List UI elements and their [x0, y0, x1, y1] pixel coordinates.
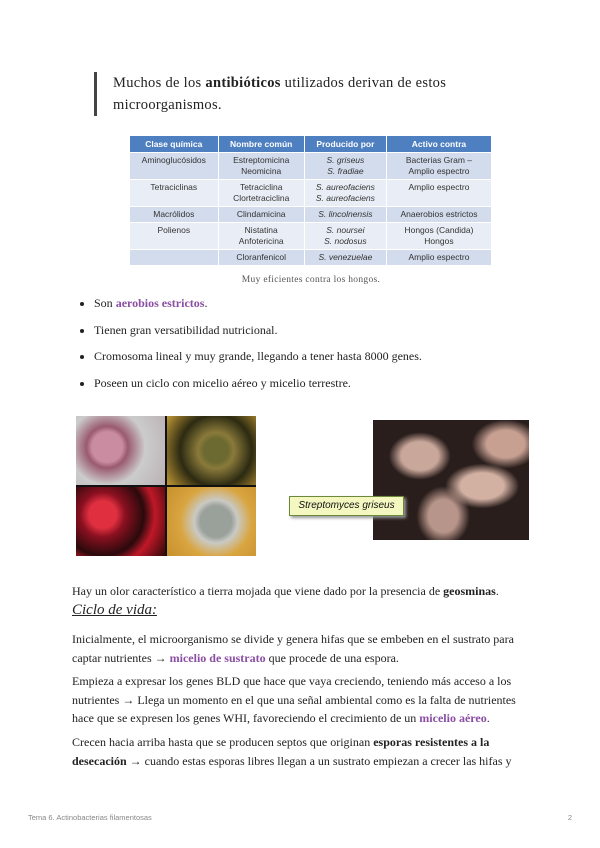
table-header: Clase química [130, 136, 218, 153]
table-row [130, 250, 492, 266]
list-item: • Cromosoma lineal y muy grande, llegando a tener hasta 8000 genes. [94, 349, 554, 363]
list-item [94, 296, 554, 310]
para-text: → cuando estas esporas libres llegan a un sustrato empiezan a crecer las hifas y [126, 753, 512, 768]
table-cell: Tetraciclina Clortetraciclina [218, 180, 304, 207]
para-text: Empieza a expresar los genes BLD que hace que vaya creciendo, teniendo más acceso a los nutrientes → Llega un momento en el que una señal ambiental como es la falta de nutrientes hace que se expresen los genes WHI, favoreciendo el crecimiento de un [72, 674, 516, 725]
colony-photo-olive [167, 416, 256, 485]
para-text: que procede de una espora. [265, 650, 399, 665]
highlight-text: micelio aéreo [419, 711, 487, 725]
table-cell: S. griseus S. fradiae [304, 153, 386, 180]
table-cell: Hongos (Candida) Hongos [386, 223, 491, 250]
highlight-text: micelio de sustrato [169, 650, 266, 665]
table-cell: S. aureofaciens S. aureofaciens [304, 180, 386, 207]
para-text: Inicialmente, el microorganismo se divide y genera hifas que se embeben en el sustrato para captar nutrientes → [72, 632, 514, 665]
bullet-text: Son [94, 296, 116, 310]
quote-text-bold: antibióticos [205, 75, 281, 91]
table-row [130, 207, 492, 223]
table-cell: Nistatina Anfotericina [218, 223, 304, 250]
paragraph-1 [72, 630, 528, 667]
table-body [130, 153, 492, 266]
page-footer [28, 813, 572, 822]
table-row [130, 180, 492, 207]
table-row [130, 153, 492, 180]
table-cell [130, 250, 218, 266]
para-text: Hay un olor característico a tierra mojada que viene dado por la presencia de [72, 584, 444, 598]
table-cell: Clindamicina [218, 207, 304, 223]
colonies-photo [76, 416, 256, 556]
table-cell: Cloranfenicol [218, 250, 304, 266]
table-header-row [130, 136, 492, 153]
para-text: . [486, 711, 490, 725]
antibiotics-table [130, 136, 492, 265]
paragraph-geosminas [72, 582, 528, 601]
table-caption: Muy eficientes contra los hongos. [241, 275, 381, 285]
table-header: Activo contra [386, 136, 491, 153]
footer-title: Tema 6. Actinobacterias filamentosas [28, 813, 152, 822]
table-header: Producido por [304, 136, 386, 153]
table-cell: Tetraciclinas [130, 180, 218, 207]
paragraph-3 [72, 733, 528, 770]
table-header: Nombre común [218, 136, 304, 153]
colony-photo-grey [167, 487, 256, 556]
table-cell: Amplio espectro [386, 180, 491, 207]
table-cell: Estreptomicina Neomicina [218, 153, 304, 180]
section-heading: Ciclo de vida: [72, 602, 157, 618]
colony-photo-red [76, 487, 165, 556]
table-cell: Anaerobios estrictos [386, 207, 491, 223]
list-item: • Tienen gran versatibilidad nutricional. [94, 323, 554, 337]
quote-text-pre: Muchos de los [113, 75, 206, 91]
paragraph-2 [72, 672, 528, 728]
para-bold: geosminas [443, 584, 496, 598]
streptomyces-micrograph [373, 420, 529, 540]
para-bold: esporas resistentes a la desecación [72, 735, 490, 768]
image-label: Streptomyces griseus [289, 496, 404, 516]
quote-text-post: utilizados derivan de estos microorganismos. [113, 75, 447, 113]
table-cell: Polienos [130, 223, 218, 250]
table-cell: Amplio espectro [386, 250, 491, 266]
table-cell: S. noursei S. nodosus [304, 223, 386, 250]
table-cell: Aminoglucósidos [130, 153, 218, 180]
para-text: . [495, 584, 499, 598]
table-cell: S. lincolnensis [304, 207, 386, 223]
table-cell: S. venezuelae [304, 250, 386, 266]
table-cell: Bacterias Gram – Amplio espectro [386, 153, 491, 180]
bullet-text: . [204, 296, 208, 310]
intro-quote [94, 72, 533, 116]
colony-photo-pink [76, 416, 165, 485]
para-text: Crecen hacia arriba hasta que se producen septos que originan [72, 735, 374, 749]
table-cell: Macrólidos [130, 207, 218, 223]
page-number: 2 [567, 813, 572, 822]
table-row [130, 223, 492, 250]
list-item: • Poseen un ciclo con micelio aéreo y micelio terrestre. [94, 376, 554, 390]
highlight-text: aerobios estrictos [115, 296, 205, 310]
bullet-list [78, 296, 554, 402]
